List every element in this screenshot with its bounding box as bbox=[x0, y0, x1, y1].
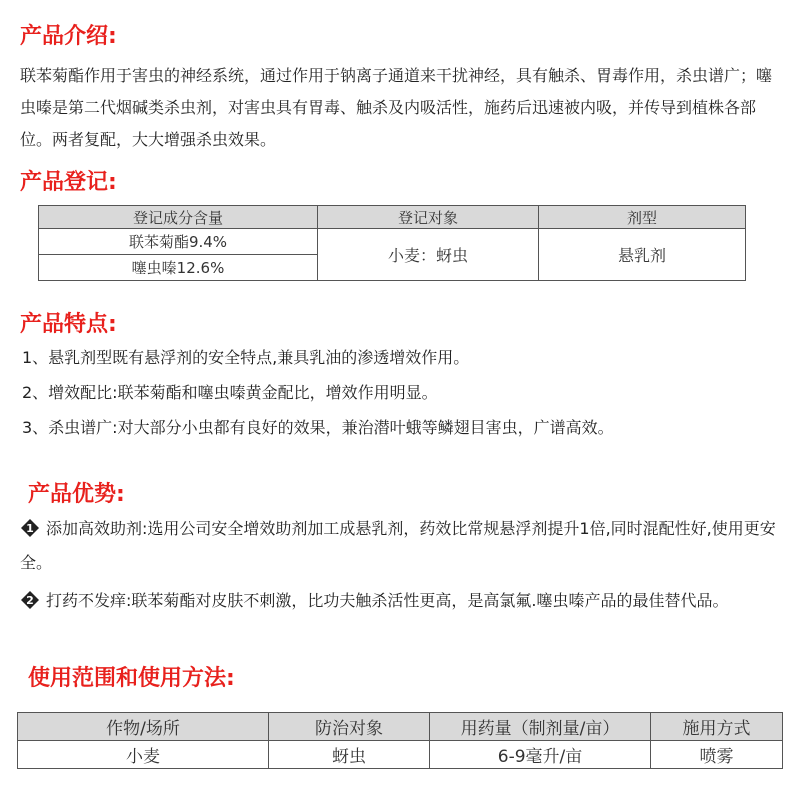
usage-cell-pest: 蚜虫 bbox=[269, 741, 430, 769]
numbered-diamond-icon bbox=[20, 516, 40, 536]
usage-header-pest: 防治对象 bbox=[269, 713, 430, 741]
usage-cell-dosage: 6-9毫升/亩 bbox=[430, 741, 651, 769]
registration-title: 产品登记: bbox=[20, 170, 117, 195]
reg-header-target: 登记对象 bbox=[318, 206, 539, 229]
feature-item: 1、悬乳剂型既有悬浮剂的安全特点,兼具乳油的渗透增效作用。 bbox=[22, 348, 470, 367]
reg-header-ingredients: 登记成分含量 bbox=[39, 206, 318, 229]
reg-ingredient: 联苯菊酯9.4% bbox=[39, 229, 318, 255]
usage-title: 使用范围和使用方法: bbox=[28, 666, 235, 691]
usage-header-crop: 作物/场所 bbox=[18, 713, 269, 741]
usage-cell-method: 喷雾 bbox=[651, 741, 783, 769]
usage-table bbox=[17, 712, 783, 769]
numbered-diamond-icon bbox=[20, 588, 40, 608]
svg-text:2: 2 bbox=[26, 594, 34, 607]
feature-item: 2、增效配比:联苯菊酯和噻虫嗪黄金配比，增效作用明显。 bbox=[22, 383, 438, 402]
intro-title: 产品介绍: bbox=[20, 24, 117, 49]
reg-header-formulation: 剂型 bbox=[539, 206, 746, 229]
advantage-item bbox=[20, 512, 780, 580]
advantage-text: 添加高效助剂:选用公司安全增效助剂加工成悬乳剂，药效比常规悬浮剂提升1倍,同时混配性好,使用更安全。 bbox=[20, 519, 776, 572]
intro-text: 联苯菊酯作用于害虫的神经系统，通过作用于钠离子通道来干扰神经，具有触杀、胃毒作用，杀虫谱广；噻虫嗪是第二代烟碱类杀虫剂，对害虫具有胃毒、触杀及内吸活性，施药后迅速被内吸，并传导到植株各部位。两者复配，大大增强杀虫效果。 bbox=[20, 66, 773, 149]
advantages-title: 产品优势: bbox=[28, 482, 125, 507]
reg-ingredient: 噻虫嗪12.6% bbox=[39, 255, 318, 281]
reg-formulation: 悬乳剂 bbox=[539, 229, 746, 281]
advantage-text: 打药不发痒:联苯菊酯对皮肤不刺激，比功夫触杀活性更高，是高氯氟.噻虫嗪产品的最佳替代品。 bbox=[46, 591, 729, 610]
features-title: 产品特点: bbox=[20, 312, 117, 337]
registration-table bbox=[38, 205, 746, 281]
advantage-item bbox=[20, 584, 780, 618]
usage-cell-crop: 小麦 bbox=[18, 741, 269, 769]
usage-header-dosage: 用药量（制剂量/亩） bbox=[430, 713, 651, 741]
reg-target: 小麦：蚜虫 bbox=[318, 229, 539, 281]
feature-item: 3、杀虫谱广:对大部分小虫都有良好的效果，兼治潜叶蛾等鳞翅目害虫，广谱高效。 bbox=[22, 418, 614, 437]
usage-header-method: 施用方式 bbox=[651, 713, 783, 741]
svg-text:1: 1 bbox=[26, 522, 34, 535]
